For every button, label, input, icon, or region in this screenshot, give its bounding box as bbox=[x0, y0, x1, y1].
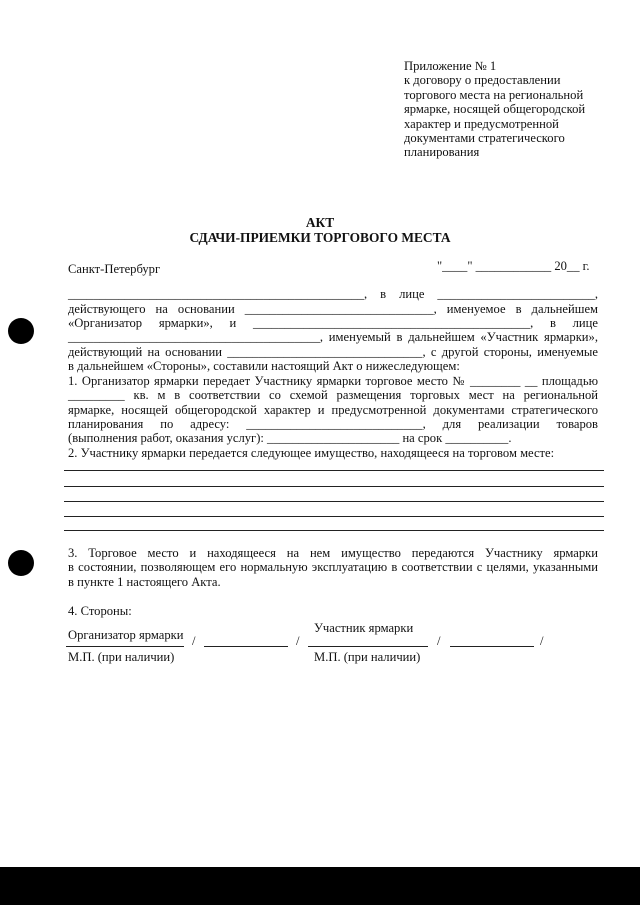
body-line: «Организатор ярмарки», и ____________________________________________, в лице bbox=[68, 316, 598, 330]
body-line: _______________________________________________, в лице _________________________, bbox=[68, 287, 598, 301]
body-line: ________________________________________, именуемый в дальнейшем «Участник ярмарки», bbox=[68, 330, 598, 344]
blank-line bbox=[64, 530, 604, 531]
signature-separator: / bbox=[540, 634, 544, 648]
document-subtitle: СДАЧИ-ПРИЕМКИ ТОРГОВОГО МЕСТА bbox=[189, 230, 451, 245]
appendix-line: Приложение № 1 bbox=[404, 59, 497, 73]
body-line: в дальнейшем «Стороны», составили настоящий Акт о нижеследующем: bbox=[68, 359, 460, 373]
appendix-line: характер и предусмотренной bbox=[404, 116, 559, 131]
appendix-line: планирования bbox=[404, 145, 480, 160]
clause-4-heading: 4. Стороны: bbox=[68, 604, 132, 618]
punch-hole-mark bbox=[8, 318, 34, 344]
organizer-stamp-note: М.П. (при наличии) bbox=[68, 650, 175, 664]
appendix-block bbox=[404, 59, 604, 160]
organizer-signature-line bbox=[66, 646, 184, 647]
clause-3-line: в пункте 1 настоящего Акта. bbox=[68, 575, 221, 589]
clause-1-line: (выполнения работ, оказания услуг): _____________________ на срок __________. bbox=[68, 431, 512, 445]
scan-border bbox=[0, 867, 640, 905]
clause-3-line: 3. Торговое место и находящееся на нем имущество передаются Участнику ярмарки bbox=[68, 546, 598, 560]
participant-stamp-note: М.П. (при наличии) bbox=[314, 650, 421, 664]
participant-signature-line bbox=[308, 646, 428, 647]
appendix-line: документами стратегического bbox=[404, 131, 565, 146]
blank-line bbox=[64, 516, 604, 517]
document-title: АКТ bbox=[305, 215, 335, 230]
punch-hole-mark bbox=[8, 550, 34, 576]
organizer-signature-label: Организатор ярмарки bbox=[68, 628, 184, 642]
clause-1-line: _________ кв. м в соответствии со схемой размещения торговых мест на региональной bbox=[68, 388, 598, 402]
signature-separator: / bbox=[437, 634, 441, 648]
clause-1-line: планирования по адресу: ____________________________, для реализации товаров bbox=[68, 417, 598, 431]
participant-name-line bbox=[450, 646, 534, 647]
body-line: действующий на основании _______________________________, с другой стороны, именуемые bbox=[68, 345, 598, 359]
participant-signature-label: Участник ярмарки bbox=[314, 621, 414, 635]
blank-line bbox=[64, 486, 604, 487]
date-field: "____" ____________ 20__ г. bbox=[437, 259, 590, 273]
appendix-line: торгового места на региональной bbox=[404, 87, 584, 102]
organizer-name-line bbox=[204, 646, 288, 647]
body-line: действующего на основании ______________________________, именуемое в дальнейшем bbox=[68, 302, 598, 316]
clause-1-line: ярмарке, носящей общегородской характер и предусмотренной документами стратегического bbox=[68, 403, 598, 417]
appendix-line: к договору о предоставлении bbox=[404, 73, 561, 88]
city-name: Санкт-Петербург bbox=[68, 262, 161, 276]
blank-line bbox=[64, 470, 604, 471]
clause-2-line: 2. Участнику ярмарки передается следующее имущество, находящееся на торговом месте: bbox=[68, 446, 555, 460]
signature-separator: / bbox=[192, 634, 196, 648]
blank-line bbox=[64, 501, 604, 502]
clause-1-line: 1. Организатор ярмарки передает Участнику ярмарки торговое место № ________ __ площадью bbox=[68, 374, 598, 388]
signature-separator: / bbox=[296, 634, 300, 648]
clause-3-line: в состоянии, позволяющем его нормальную эксплуатацию в соответствии с целями, указанными bbox=[68, 560, 598, 574]
appendix-line: ярмарке, носящей общегородской bbox=[404, 102, 586, 117]
